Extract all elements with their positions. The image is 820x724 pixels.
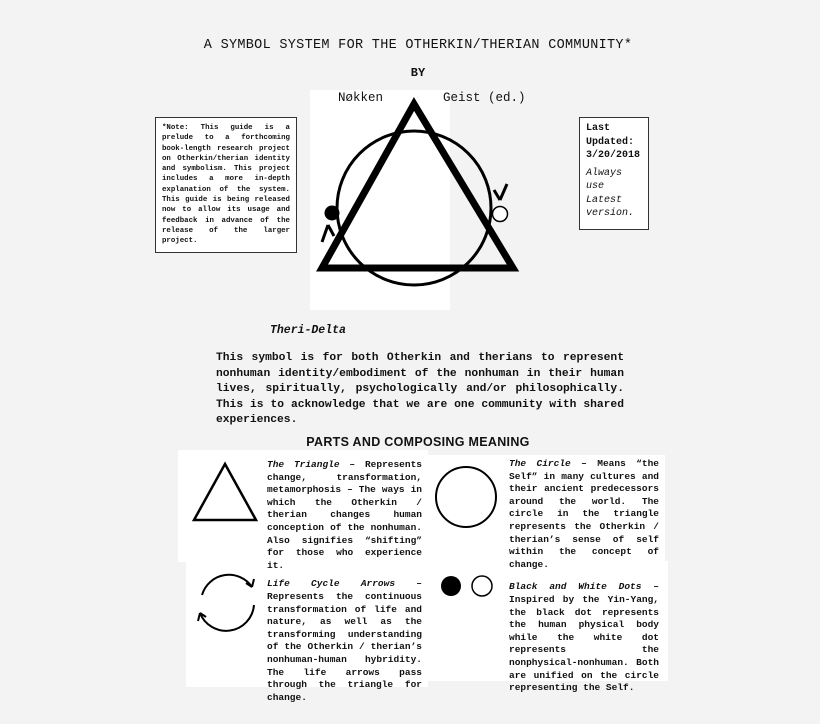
part-name: Life Cycle Arrows xyxy=(267,578,396,590)
dots-icon xyxy=(438,573,498,599)
parts-heading: PARTS AND COMPOSING MEANING xyxy=(306,434,530,449)
triangle-icon xyxy=(190,460,260,525)
part-text: – Represents the continuous transformation of life and nature, as well as the transforming understanding of the Otherkin / therian’s nonhuman-human hybridity. The life arrows pass through the triangle for change. xyxy=(267,578,422,703)
note-box: *Note: This guide is a prelude to a forthcoming book-length research project on Otherkin/therian identity and symbolism. This project includes a more in-depth explanation of the system. This guide is being released now to allow its usage and feedback in advance of the release of the larger project. xyxy=(155,117,297,253)
black-dot-icon xyxy=(325,206,340,221)
byline: BY xyxy=(410,66,426,80)
description-section xyxy=(216,351,624,449)
updated-date: 3/20/2018 xyxy=(586,150,641,161)
theri-delta-symbol xyxy=(310,90,530,310)
part-text: – Inspired by the Yin-Yang, the black dot represents the human physical body while the white dot represents the nonphysical-nonhuman. Both are unified on the circle representing the Self. xyxy=(509,581,659,694)
updated-label: Last Updated: xyxy=(586,123,635,148)
part-text: – Means “the Self” in many cultures and their ancient predecessors around the world. The circle in the triangle represents the Otherkin / therian’s sense of self within the concept of change. xyxy=(509,458,659,570)
part-dots xyxy=(509,581,659,694)
life-cycle-arrows-icon xyxy=(190,565,260,635)
parts-left-column xyxy=(267,459,422,704)
part-triangle xyxy=(267,459,422,572)
part-text: – Represents change, transformation, metamorphosis – The ways in which the Otherkin / therian changes human conception of the nonhuman. Also signifies “shifting” for those who experience it. xyxy=(267,459,422,571)
part-circle xyxy=(509,458,659,571)
last-updated-box xyxy=(579,117,649,230)
part-name: The Triangle xyxy=(267,459,340,470)
symbol-name: Theri-Delta xyxy=(270,324,346,337)
symbol-description: This symbol is for both Otherkin and therians to represent nonhuman identity/embodiment of the nonhuman in their human lives, spiritually, psychologically and/or philosophically. This is to acknowledge that we are one community with shared experiences. xyxy=(216,352,624,426)
circle-icon xyxy=(434,465,498,529)
part-name: The Circle xyxy=(509,458,571,469)
version-advice: Always use Latest version. xyxy=(586,167,635,219)
part-arrows xyxy=(267,578,422,704)
part-name: Black and White Dots xyxy=(509,581,642,593)
author-1: Nøkken xyxy=(338,91,384,105)
parts-right-column xyxy=(509,458,659,695)
author-2: Geist (ed.) xyxy=(443,91,526,105)
document-title: A SYMBOL SYSTEM FOR THE OTHERKIN/THERIAN COMMUNITY* xyxy=(203,38,633,53)
white-dot-icon xyxy=(493,207,508,222)
